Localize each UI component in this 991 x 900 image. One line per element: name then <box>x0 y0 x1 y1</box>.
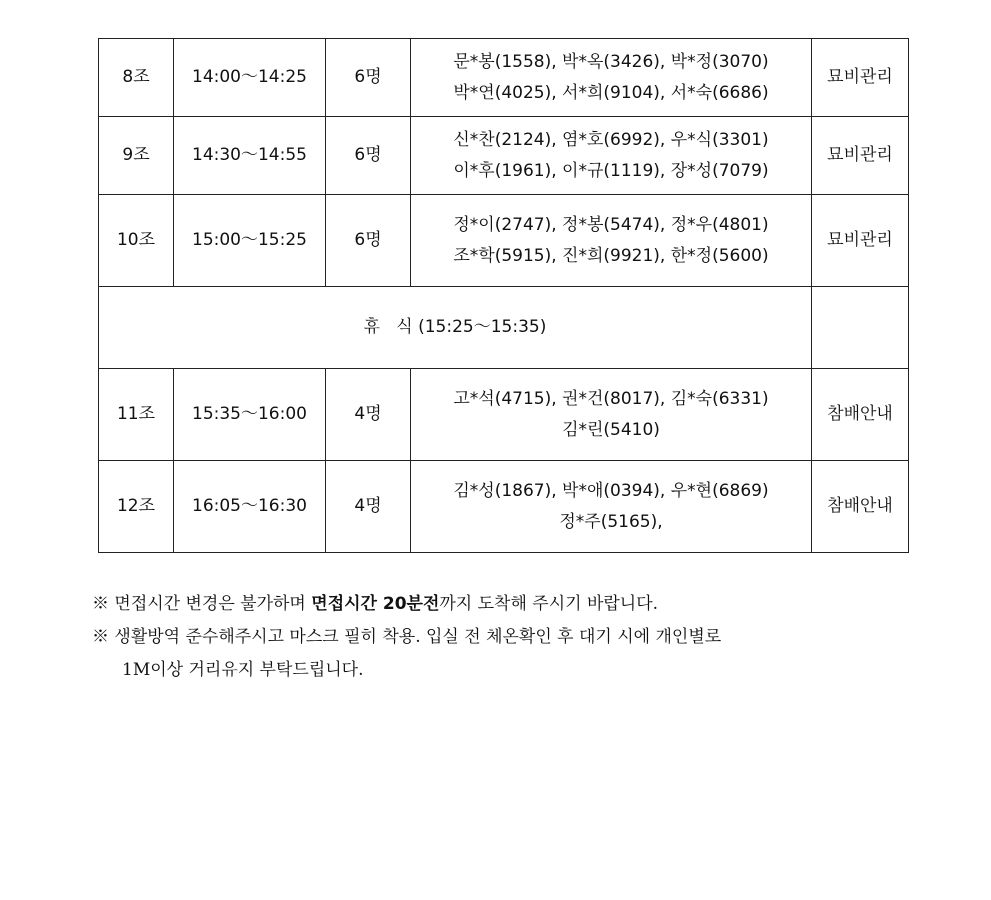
group-cell: 9조 <box>99 117 174 195</box>
count-cell: 6명 <box>326 195 411 287</box>
note-arrival-emphasis: 면접시간 20분전 <box>311 594 440 614</box>
names-line: 고*석(4715), 권*건(8017), 김*숙(6331) <box>453 388 769 409</box>
names-cell <box>411 369 812 461</box>
note-arrival-after: 까지 도착해 주시기 바랍니다. <box>439 594 659 614</box>
table-row <box>99 195 909 287</box>
names-line: 김*린(5410) <box>562 419 660 440</box>
notes-section <box>92 588 952 687</box>
location-cell: 묘비관리 <box>812 117 909 195</box>
time-cell: 15:35～16:00 <box>174 369 326 461</box>
names-line: 이*후(1961), 이*규(1119), 장*성(7079) <box>453 160 769 181</box>
table-row <box>99 461 909 553</box>
break-row <box>99 287 909 369</box>
location-cell: 묘비관리 <box>812 195 909 287</box>
time-cell: 14:30～14:55 <box>174 117 326 195</box>
names-line: 신*찬(2124), 염*호(6992), 우*식(3301) <box>453 129 769 150</box>
note-quarantine-continued: 1M이상 거리유지 부탁드립니다. <box>122 660 364 680</box>
location-cell: 참배안내 <box>812 369 909 461</box>
break-cell: 휴 식 (15:25～15:35) <box>99 287 812 369</box>
names-line: 문*봉(1558), 박*옥(3426), 박*정(3070) <box>453 51 769 72</box>
group-cell: 10조 <box>99 195 174 287</box>
note-arrival <box>92 588 952 621</box>
count-cell: 6명 <box>326 117 411 195</box>
table-row <box>99 39 909 117</box>
count-cell: 4명 <box>326 369 411 461</box>
location-cell: 묘비관리 <box>812 39 909 117</box>
interview-schedule-table <box>98 38 909 553</box>
names-line: 정*주(5165), <box>559 511 663 532</box>
count-cell: 6명 <box>326 39 411 117</box>
names-cell <box>411 117 812 195</box>
location-cell: 참배안내 <box>812 461 909 553</box>
group-cell: 12조 <box>99 461 174 553</box>
names-line: 김*성(1867), 박*애(0394), 우*현(6869) <box>453 480 769 501</box>
group-cell: 11조 <box>99 369 174 461</box>
names-cell <box>411 195 812 287</box>
note-arrival-before: ※ 면접시간 변경은 불가하며 <box>92 594 312 614</box>
count-cell: 4명 <box>326 461 411 553</box>
names-line: 박*연(4025), 서*희(9104), 서*숙(6686) <box>453 82 769 103</box>
time-cell: 14:00～14:25 <box>174 39 326 117</box>
break-location-cell <box>812 287 909 369</box>
group-cell: 8조 <box>99 39 174 117</box>
names-cell <box>411 39 812 117</box>
names-line: 조*학(5915), 진*희(9921), 한*정(5600) <box>453 245 769 266</box>
time-cell: 15:00～15:25 <box>174 195 326 287</box>
time-cell: 16:05～16:30 <box>174 461 326 553</box>
names-cell <box>411 461 812 553</box>
table-row <box>99 369 909 461</box>
names-line: 정*이(2747), 정*봉(5474), 정*우(4801) <box>453 214 769 235</box>
table-row <box>99 117 909 195</box>
note-quarantine: ※ 생활방역 준수해주시고 마스크 필히 착용. 입실 전 체온확인 후 대기 시에 개인별로 <box>92 627 722 647</box>
